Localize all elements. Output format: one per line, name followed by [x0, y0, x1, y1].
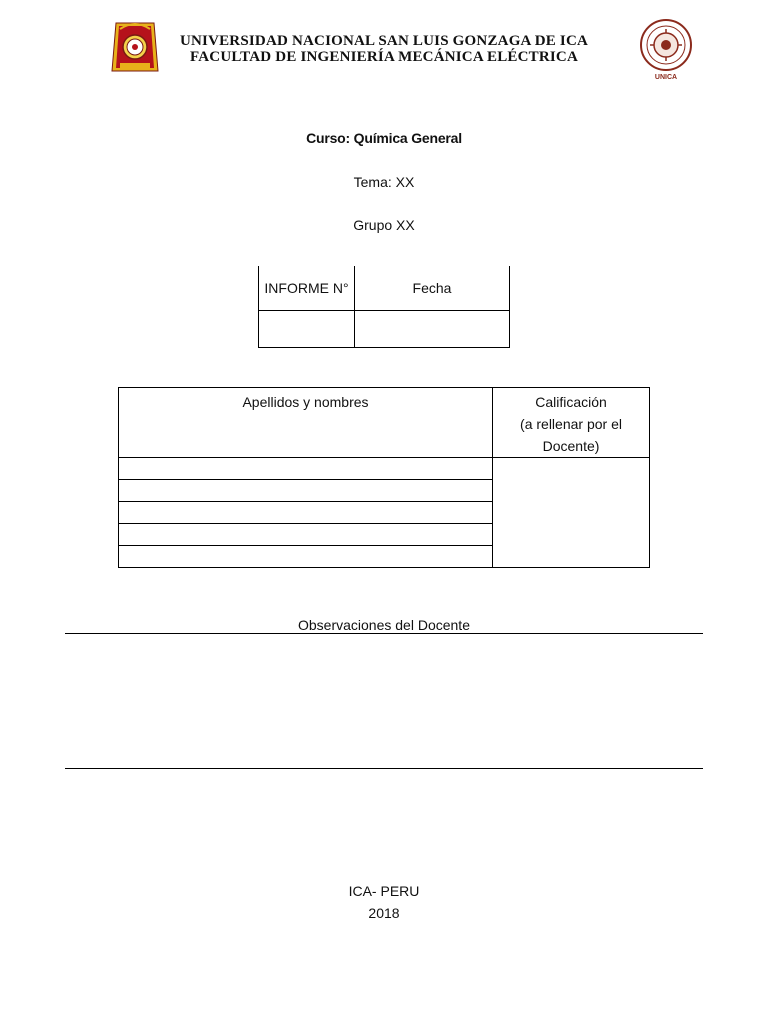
student-name-cell[interactable] — [119, 546, 493, 568]
student-name-cell[interactable] — [119, 458, 493, 480]
topic-line: Tema: XX — [353, 174, 415, 190]
grade-header-line: (a rellenar por el — [520, 416, 622, 432]
report-table-value-row — [259, 311, 510, 348]
report-number-cell[interactable] — [259, 311, 355, 348]
student-name-cell[interactable] — [119, 502, 493, 524]
date-header: Fecha — [355, 266, 510, 311]
university-name: UNIVERSIDAD NACIONAL SAN LUIS GONZAGA DE ICA — [179, 33, 589, 49]
student-name-cell[interactable] — [119, 480, 493, 502]
names-header: Apellidos y nombres — [119, 388, 493, 458]
student-name-cell[interactable] — [119, 524, 493, 546]
students-table-header-row — [119, 388, 650, 458]
footer-year: 2018 — [368, 905, 400, 921]
grade-cell[interactable] — [493, 458, 650, 568]
course-name: Curso: Química General — [306, 130, 462, 146]
grade-header — [493, 388, 650, 458]
students-table — [118, 387, 650, 568]
observations-label: Observaciones del Docente — [298, 617, 470, 633]
footer-place: ICA- PERU — [348, 883, 420, 899]
grade-header-line: Docente) — [542, 438, 600, 454]
observations-top-rule — [65, 633, 703, 634]
report-table-header-row — [259, 266, 510, 311]
report-number-header: INFORME N° — [259, 266, 355, 311]
faculty-logo — [634, 17, 698, 81]
header-title — [150, 33, 618, 65]
observations-area[interactable] — [65, 640, 703, 762]
faculty-name: FACULTAD DE INGENIERÍA MECÁNICA ELÉCTRICA — [190, 49, 578, 65]
student-row — [119, 458, 650, 480]
faculty-seal-icon — [634, 17, 698, 81]
observations-bottom-rule — [65, 768, 703, 769]
report-table — [258, 266, 510, 348]
faculty-logo-text: UNICA — [654, 74, 678, 81]
grade-header-line: Calificación — [535, 394, 607, 410]
date-cell[interactable] — [355, 311, 510, 348]
group-line: Grupo XX — [353, 217, 415, 233]
